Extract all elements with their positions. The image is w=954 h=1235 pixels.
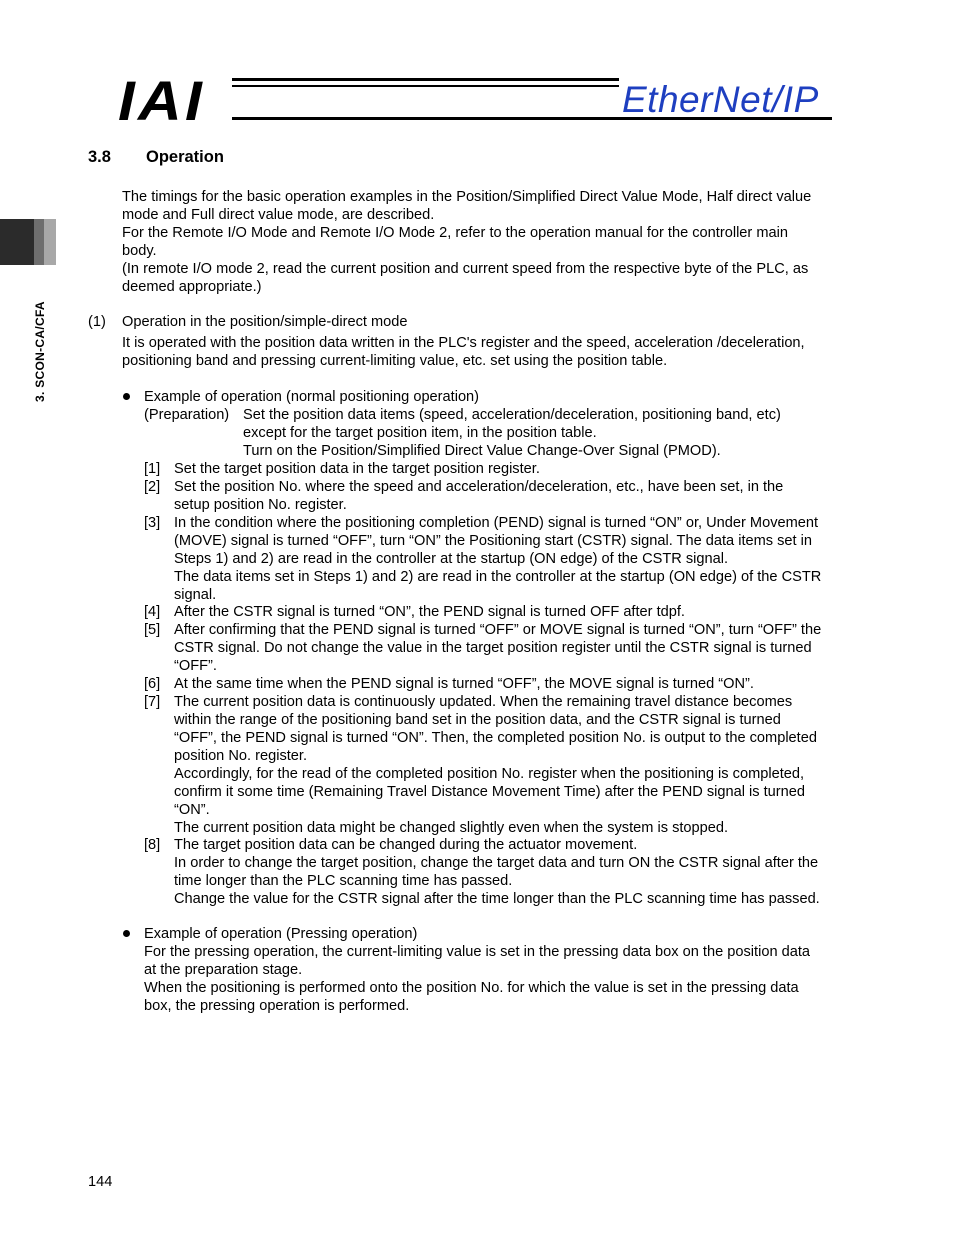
- section-number: 3.8: [88, 148, 111, 166]
- example2-title: Example of operation (Pressing operation): [144, 926, 418, 942]
- text-line: In the condition where the positioning completion (PEND) signal is turned “ON” or, Under Movement: [174, 515, 819, 531]
- step-text: [174, 836, 820, 908]
- text-line: deemed appropriate.): [122, 279, 262, 295]
- iai-logo: IAI: [118, 69, 206, 132]
- text-line: Set the position data items (speed, acceleration/deceleration, positioning band, etc): [243, 407, 781, 423]
- section-title: Operation: [146, 148, 224, 166]
- text-line: (In remote I/O mode 2, read the current position and current speed from the respective byte of the PLC, as: [122, 261, 809, 277]
- text-line: except for the target position item, in the position table.: [243, 425, 597, 441]
- text-line: The target position data can be changed during the actuator movement.: [174, 837, 638, 853]
- step-text: [174, 460, 540, 478]
- step-text: [174, 514, 821, 604]
- bullet-icon: [123, 393, 130, 400]
- text-line: After confirming that the PEND signal is turned “OFF” or MOVE signal is turned “ON”, turn “OFF” the: [174, 622, 822, 638]
- step-text: [174, 603, 685, 621]
- step-text: [174, 478, 783, 514]
- chapter-tab-light: [44, 219, 56, 265]
- text-line: time longer than the PLC scanning time has passed.: [174, 873, 513, 889]
- text-line: box, the pressing operation is performed.: [144, 998, 410, 1014]
- text-line: confirm it some time (Remaining Travel Distance Movement Time) after the PEND signal is turned: [174, 784, 806, 800]
- step-number: [3]: [144, 515, 161, 531]
- subsection-number: (1): [88, 314, 106, 330]
- text-line: The current position data is continuously updated. When the remaining travel distance becomes: [174, 694, 793, 710]
- step-number: [6]: [144, 676, 161, 692]
- text-line: “OFF”.: [174, 658, 217, 674]
- ethernet-ip-logo: EtherNet/IP: [622, 79, 819, 120]
- text-line: (MOVE) signal is turned “OFF”, turn “ON” the Positioning start (CSTR) signal. The data items set in: [174, 533, 813, 549]
- example1-title: Example of operation (normal positioning operation): [144, 389, 480, 405]
- page-number: 144: [88, 1174, 113, 1190]
- step-number: [8]: [144, 837, 161, 853]
- text-line: At the same time when the PEND signal is turned “OFF”, the MOVE signal is turned “ON”.: [174, 676, 754, 692]
- text-line: Accordingly, for the read of the completed position No. register when the positioning is completed,: [174, 766, 805, 782]
- text-line: For the Remote I/O Mode and Remote I/O Mode 2, refer to the operation manual for the controller main: [122, 225, 788, 241]
- step-number: [5]: [144, 622, 161, 638]
- step-number: [4]: [144, 604, 161, 620]
- preparation-text: [243, 406, 781, 460]
- text-line: signal.: [174, 587, 217, 603]
- text-line: within the range of the positioning band set in the position data, and the CSTR signal is turned: [174, 712, 781, 728]
- text-line: “ON”.: [174, 802, 210, 818]
- text-line: The timings for the basic operation examples in the Position/Simplified Direct Value Mode, Half direct value: [122, 189, 812, 205]
- text-line: When the positioning is performed onto the position No. for which the value is set in the pressing data: [144, 980, 799, 996]
- text-line: at the preparation stage.: [144, 962, 303, 978]
- step-number: [7]: [144, 694, 161, 710]
- header-rule-top-thin: [232, 85, 619, 87]
- text-line: “OFF”, the PEND signal is turned “ON”. Then, the completed position No. is output to the completed: [174, 730, 817, 746]
- step-number: [1]: [144, 461, 161, 477]
- text-line: For the pressing operation, the current-limiting value is set in the pressing data box on the position data: [144, 944, 811, 960]
- text-line: setup position No. register.: [174, 497, 347, 513]
- text-line: positioning band and pressing current-limiting value, etc. set using the position table.: [122, 353, 668, 369]
- bullet-icon: [123, 930, 130, 937]
- subsection-title: Operation in the position/simple-direct mode: [122, 314, 408, 330]
- example2-text: [144, 943, 810, 1015]
- text-line: mode and Full direct value mode, are described.: [122, 207, 435, 223]
- preparation-label: (Preparation): [144, 407, 230, 423]
- header-rule-top: [232, 78, 619, 81]
- chapter-side-label: 3. SCON-CA/CFA: [33, 301, 47, 402]
- text-line: Steps 1) and 2) are read in the controller at the startup (ON edge) of the CSTR signal.: [174, 551, 729, 567]
- text-line: In order to change the target position, change the target data and turn ON the CSTR signal after the: [174, 855, 819, 871]
- text-line: Set the target position data in the target position register.: [174, 461, 540, 477]
- text-line: Change the value for the CSTR signal after the time longer than the PLC scanning time has passed.: [174, 891, 820, 907]
- text-line: The data items set in Steps 1) and 2) are read in the controller at the startup (ON edge) of the CSTR: [174, 569, 822, 585]
- text-line: Turn on the Position/Simplified Direct Value Change-Over Signal (PMOD).: [243, 443, 721, 459]
- text-line: After the CSTR signal is turned “ON”, the PEND signal is turned OFF after tdpf.: [174, 604, 685, 620]
- text-line: position No. register.: [174, 748, 308, 764]
- chapter-tab-mid: [34, 219, 44, 265]
- subsection-description: [122, 334, 805, 370]
- text-line: It is operated with the position data written in the PLC's register and the speed, acceleration /deceleration,: [122, 335, 805, 351]
- intro-paragraph: [122, 188, 811, 296]
- step-number: [2]: [144, 479, 161, 495]
- step-text: [174, 693, 817, 837]
- text-line: The current position data might be changed slightly even when the system is stopped.: [174, 820, 729, 836]
- chapter-tab-dark: [0, 219, 34, 265]
- text-line: CSTR signal. Do not change the value in the target position register until the CSTR signal is turned: [174, 640, 812, 656]
- text-line: body.: [122, 243, 157, 259]
- text-line: Set the position No. where the speed and acceleration/deceleration, etc., have been set, in the: [174, 479, 784, 495]
- step-text: [174, 621, 821, 675]
- step-text: [174, 675, 754, 693]
